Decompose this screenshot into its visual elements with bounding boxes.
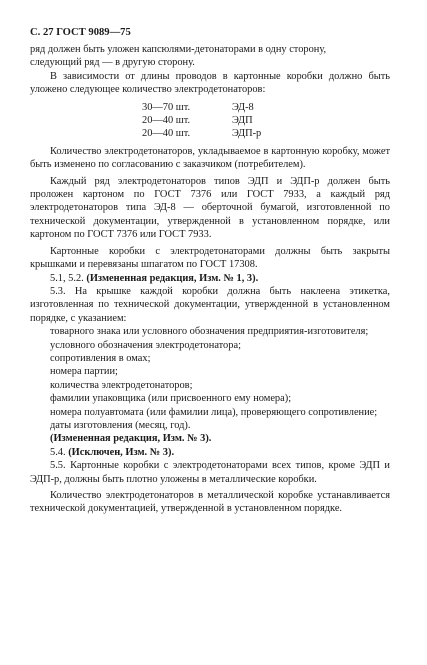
amendment-note: (Измененная редакция, Изм. № 1, 3). <box>86 272 259 284</box>
qty-cell: 20—40 шт. <box>142 128 191 140</box>
type-cell: ЭД-8 <box>232 101 254 113</box>
excluded-note: (Исключен, Изм. № 3). <box>68 446 175 458</box>
list-item: фамилии упаковщика (или присвоенного ему номера); <box>50 393 292 405</box>
clause-number: 5.1, 5.2. <box>50 272 84 284</box>
list-item: даты изготовления (месяц, год). <box>50 419 191 431</box>
paragraph-boxes: Картонные коробки с электродетонаторами должны быть закрыты крышками и перевязаны шпагатом по ГОСТ 17308. <box>30 245 390 271</box>
quantity-table <box>142 101 261 141</box>
type-cell: ЭДП <box>232 115 253 127</box>
type-cell: ЭДП-р <box>232 128 262 140</box>
qty-cell: 30—70 шт. <box>142 101 191 113</box>
clause-text: Картонные коробки с электродетонаторами всех типов, кроме ЭДП и ЭДП-р, должны быть плотно уложены в металлические коробки. <box>30 460 390 485</box>
clause-number: 5.5. <box>50 460 66 472</box>
paragraph-quantity-change: Количество электродетонаторов, укладываемое в картонную коробку, может быть изменено по согласованию с заказчиком (потребителем). <box>30 145 390 171</box>
paragraph-rows: Каждый ряд электродетонаторов типов ЭДП и ЭДП-р должен быть проложен картоном по ГОСТ 7376 или ГОСТ 7933, а каждый ряд электродетонаторов типа ЭД-8 — оберточной бумагой, изготовленной по технической документации, утвержденной в установленном порядке, или картоном по ГОСТ 7376 или ГОСТ 7933. <box>30 175 390 241</box>
list-item: номера полуавтомата (или фамилии лица), проверяющего сопротивление; <box>50 406 378 418</box>
list-item: сопротивления в омах; <box>50 352 151 364</box>
table-row <box>142 101 261 114</box>
clause-5-5 <box>30 459 390 486</box>
clause-number: 5.4. <box>50 446 66 458</box>
list-item: условного обозначения электродетонатора; <box>50 339 241 351</box>
clause-text: На крышке каждой коробки должна быть наклеена этикетка, изготовленная по технической документации, утвержденной в установленном порядке, с указанием: <box>30 285 390 324</box>
list-item: количества электродетонаторов; <box>50 379 193 391</box>
list-item: товарного знака или условного обозначения предприятия-изготовителя; <box>50 326 369 338</box>
amendment-note: (Измененная редакция, Изм. № 3). <box>50 433 212 445</box>
table-row <box>142 127 261 140</box>
clause-5-4 <box>30 446 390 459</box>
clause-5-3 <box>30 285 390 325</box>
intro-line: ряд должен быть уложен капсюлями-детонаторами в одну сторону, <box>30 44 327 55</box>
qty-cell: 20—40 шт. <box>142 115 191 127</box>
intro-line: следующий ряд — в другую сторону. <box>30 57 195 69</box>
clause-number: 5.3. <box>50 285 66 297</box>
list-item: номера партии; <box>50 366 118 378</box>
paragraph-wire-length: В зависимости от длины проводов в картонные коробки должно быть уложено следующее количество электродетонаторов: <box>30 70 390 96</box>
clause-5-1 <box>30 272 390 285</box>
page-header: С. 27 ГОСТ 9089—75 <box>30 27 131 38</box>
paragraph-metal-box: Количество электродетонаторов в металлической коробке устанавливается технической документацией, утвержденной в установленном порядке. <box>30 490 390 515</box>
table-row <box>142 114 261 127</box>
document-body <box>30 43 390 516</box>
